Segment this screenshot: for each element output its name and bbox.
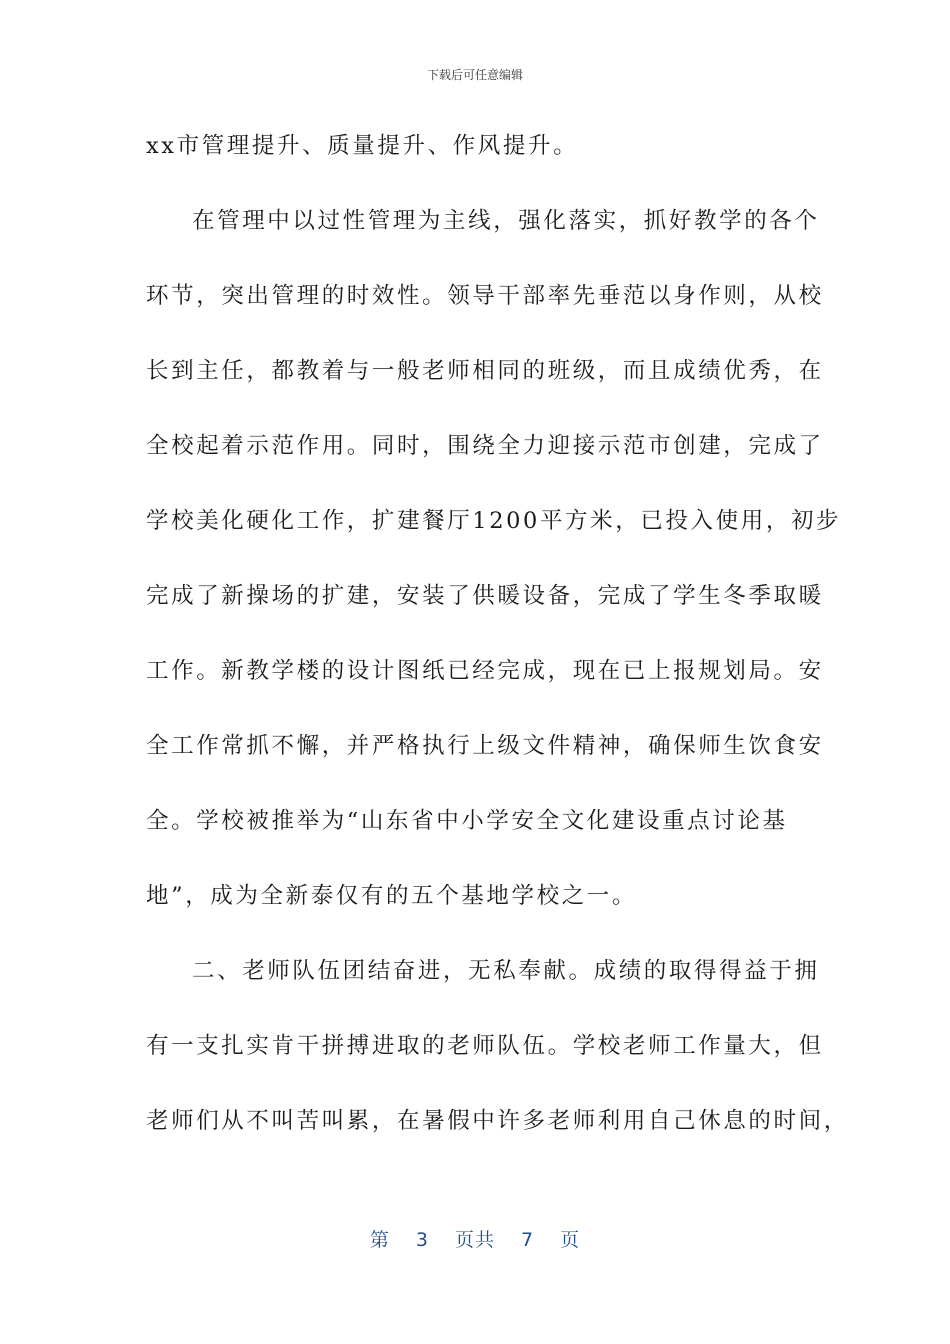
text-line: 有一支扎实肯干拼搏进取的老师队伍。学校老师工作量大，但 — [146, 1033, 824, 1059]
text-line: 环节，突出管理的时效性。领导干部率先垂范以身作则，从校 — [146, 283, 824, 309]
footer-prefix: 第 — [369, 1229, 390, 1251]
current-page-number: 3 — [415, 1229, 429, 1251]
document-body — [146, 118, 849, 1168]
page-header-note: 下载后可任意编辑 — [426, 68, 523, 82]
text-line: 长到主任，都教着与一般老师相同的班级，而且成绩优秀，在 — [146, 358, 824, 384]
text-line: 学校美化硬化工作，扩建餐厅1200平方米，已投入使用，初步 — [146, 508, 842, 534]
text-line: 完成了新操场的扩建，安装了供暖设备，完成了学生冬季取暖 — [146, 583, 824, 609]
page-footer — [0, 1225, 950, 1252]
footer-middle: 页共 — [454, 1229, 495, 1251]
text-line: 全工作常抓不懈，并严格执行上级文件精神，确保师生饮食安 — [146, 733, 824, 759]
text-line: 地”，成为全新泰仅有的五个基地学校之一。 — [146, 883, 638, 909]
text-line: 工作。新教学楼的设计图纸已经完成，现在已上报规划局。安 — [146, 658, 824, 684]
text-line: 老师们从不叫苦叫累，在暑假中许多老师利用自己休息的时间， — [146, 1108, 849, 1134]
text-line: xx市管理提升、质量提升、作风提升。 — [146, 133, 579, 159]
paragraph-start: 在管理中以过性管理为主线，强化落实，抓好教学的各个 — [192, 208, 820, 234]
footer-suffix: 页 — [560, 1229, 581, 1251]
paragraph-start: 二、老师队伍团结奋进，无私奉献。成绩的取得得益于拥 — [192, 958, 820, 984]
text-line: 全校起着示范作用。同时，围绕全力迎接示范市创建，完成了 — [146, 433, 824, 459]
text-line: 全。学校被推举为“山东省中小学安全文化建设重点讨论基 — [146, 808, 788, 834]
total-pages-number: 7 — [521, 1229, 535, 1251]
